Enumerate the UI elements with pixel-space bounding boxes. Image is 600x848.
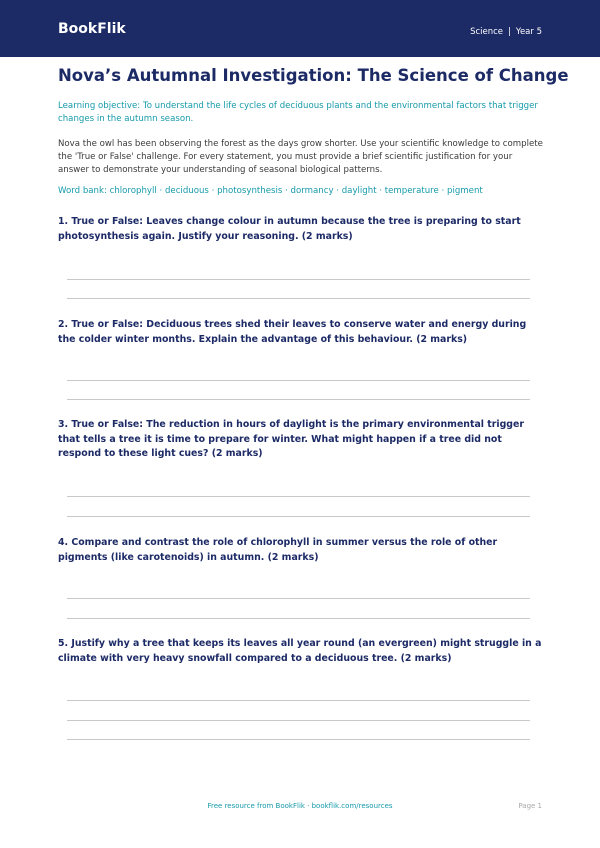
answer-line[interactable] (67, 720, 530, 721)
answer-line[interactable] (67, 279, 530, 280)
answer-line[interactable] (67, 739, 530, 740)
header-bar (0, 0, 600, 57)
learning-objective: Learning objective: To understand the life cycles of deciduous plants and the environmental factors that trigger changes in the autumn season. (58, 101, 538, 124)
subject-year-label (470, 28, 542, 37)
answer-line[interactable] (67, 618, 530, 619)
question-5: 5. Justify why a tree that keeps its leaves all year round (an evergreen) might struggle in a climate with very heavy snowfall compared to a deciduous tree. (2 marks) (58, 638, 542, 664)
question-1: 1. True or False: Leaves change colour in autumn because the tree is preparing to start photosynthesis again. Justify your reasoning. (2 marks) (58, 216, 521, 242)
header-separator: | (508, 27, 511, 37)
answer-line[interactable] (67, 298, 530, 299)
answer-line[interactable] (67, 496, 530, 497)
answer-line[interactable] (67, 516, 530, 517)
intro-paragraph: Nova the owl has been observing the forest as the days grow shorter. Use your scientific knowledge to complete the 'True or False' challenge. For every statement, you must provide a brief scientific justification for your answer to demonstrate your understanding of seasonal biological patterns. (58, 139, 543, 175)
question-2: 2. True or False: Deciduous trees shed their leaves to conserve water and energy during the colder winter months. Explain the advantage of this behaviour. (2 marks) (58, 319, 527, 345)
answer-line[interactable] (67, 380, 530, 381)
brand-logo: BookFlik (58, 21, 126, 37)
subject-label: Science (470, 27, 504, 37)
year-label: Year 5 (515, 27, 542, 37)
answer-line[interactable] (67, 399, 530, 400)
answer-line[interactable] (67, 598, 530, 599)
worksheet-title: Nova’s Autumnal Investigation: The Science of Change (58, 66, 569, 85)
question-3: 3. True or False: The reduction in hours of daylight is the primary environmental trigger that tells a tree it is time to prepare for winter. What might happen if a tree did not respond to these light cues? (2 marks) (58, 419, 524, 459)
answer-line[interactable] (67, 700, 530, 701)
footer-credit: Free resource from BookFlik · bookflik.com/resources (207, 802, 393, 810)
question-4: 4. Compare and contrast the role of chlorophyll in summer versus the role of other pigments (like carotenoids) in autumn. (2 marks) (58, 537, 498, 563)
page-number: Page 1 (518, 802, 542, 810)
word-bank: Word bank: chlorophyll · deciduous · photosynthesis · dormancy · daylight · temperature · pigment (58, 186, 483, 196)
